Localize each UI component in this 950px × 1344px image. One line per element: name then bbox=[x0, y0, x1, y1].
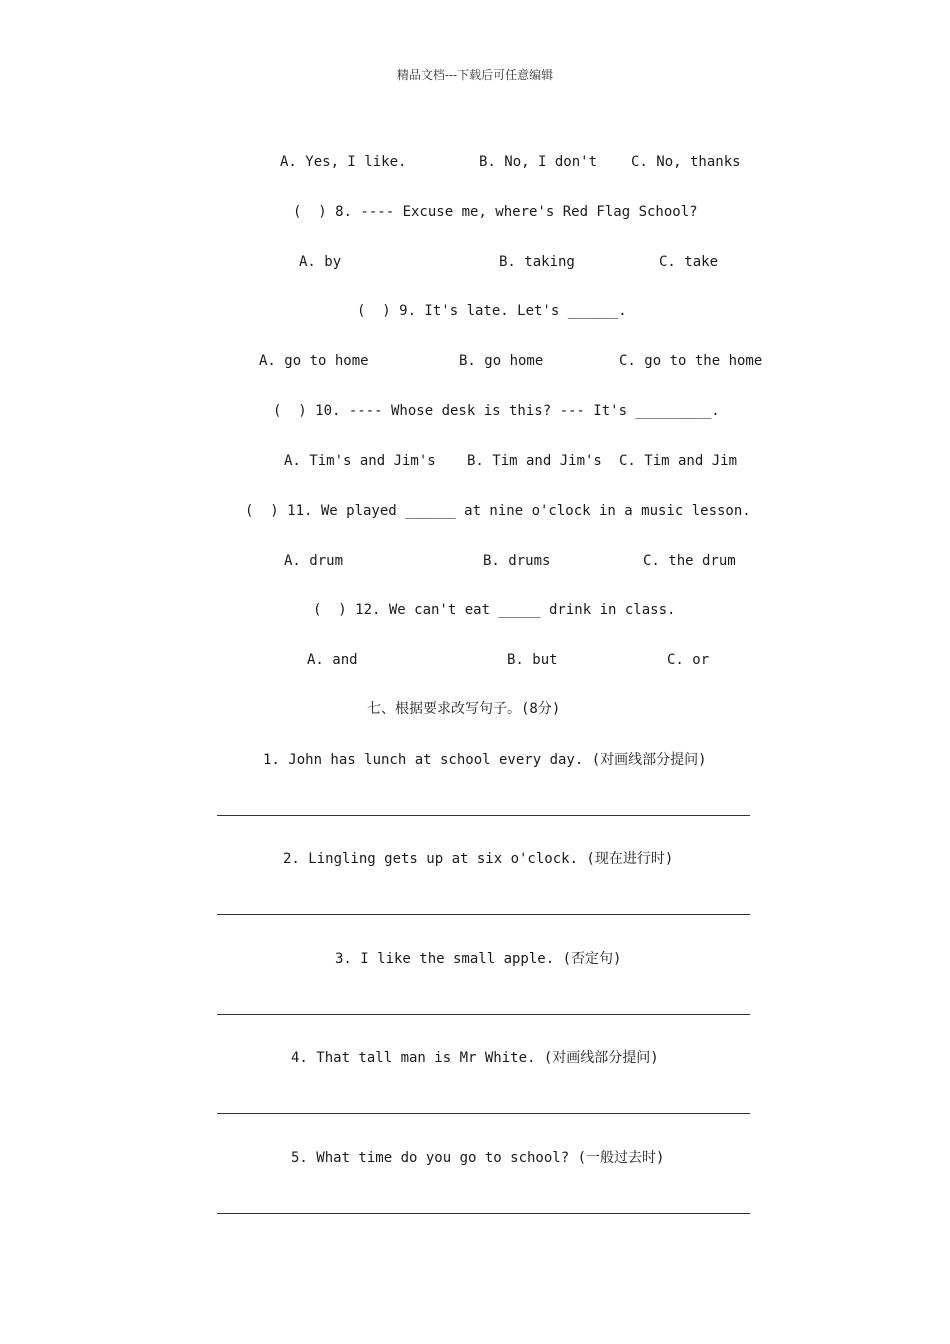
q8-option-c: C. take bbox=[659, 254, 719, 270]
q11-option-b: B. drums bbox=[483, 553, 551, 569]
q11-question: ( ) 11. We played ______ at nine o'clock in a music lesson. bbox=[245, 503, 751, 519]
answer-line-3 bbox=[217, 1014, 750, 1015]
q9-question: ( ) 9. It's late. Let's ______. bbox=[357, 303, 627, 319]
q11-option-c: C. the drum bbox=[643, 553, 736, 569]
q12-option-a: A. and bbox=[307, 652, 358, 668]
q7-option-b: B. No, I don't bbox=[479, 154, 598, 170]
q9-option-b: B. go home bbox=[459, 353, 544, 369]
q8-question: ( ) 8. ---- Excuse me, where's Red Flag School? bbox=[293, 204, 698, 220]
q12-option-c: C. or bbox=[667, 652, 710, 668]
answer-line-4 bbox=[217, 1113, 750, 1114]
answer-line-2 bbox=[217, 914, 750, 915]
q7-option-a: A. Yes, I like. bbox=[280, 154, 407, 170]
q12-question: ( ) 12. We can't eat _____ drink in class. bbox=[313, 602, 676, 618]
rewrite-item-3: 3. I like the small apple. (否定句) bbox=[335, 951, 622, 967]
answer-line-1 bbox=[217, 815, 750, 816]
page-header: 精品文档---下载后可任意编辑 bbox=[396, 68, 554, 82]
answer-line-5 bbox=[217, 1213, 750, 1214]
q8-option-b: B. taking bbox=[499, 254, 575, 270]
rewrite-item-4: 4. That tall man is Mr White. (对画线部分提问) bbox=[291, 1050, 659, 1066]
q9-option-c: C. go to the home bbox=[619, 353, 763, 369]
q12-option-b: B. but bbox=[507, 652, 558, 668]
q7-option-c: C. No, thanks bbox=[631, 154, 741, 170]
q10-option-a: A. Tim's and Jim's bbox=[284, 453, 436, 469]
q10-option-b: B. Tim and Jim's bbox=[467, 453, 602, 469]
rewrite-item-1: 1. John has lunch at school every day. (对画线部分提问) bbox=[263, 752, 707, 768]
q8-option-a: A. by bbox=[299, 254, 342, 270]
rewrite-item-5: 5. What time do you go to school? (一般过去时) bbox=[291, 1150, 665, 1166]
q11-option-a: A. drum bbox=[284, 553, 344, 569]
q9-option-a: A. go to home bbox=[259, 353, 369, 369]
section-title: 七、根据要求改写句子。(8分) bbox=[367, 701, 561, 717]
q10-option-c: C. Tim and Jim bbox=[619, 453, 738, 469]
q10-question: ( ) 10. ---- Whose desk is this? --- It's _________. bbox=[273, 403, 720, 419]
rewrite-item-2: 2. Lingling gets up at six o'clock. (现在进行时) bbox=[283, 851, 674, 867]
